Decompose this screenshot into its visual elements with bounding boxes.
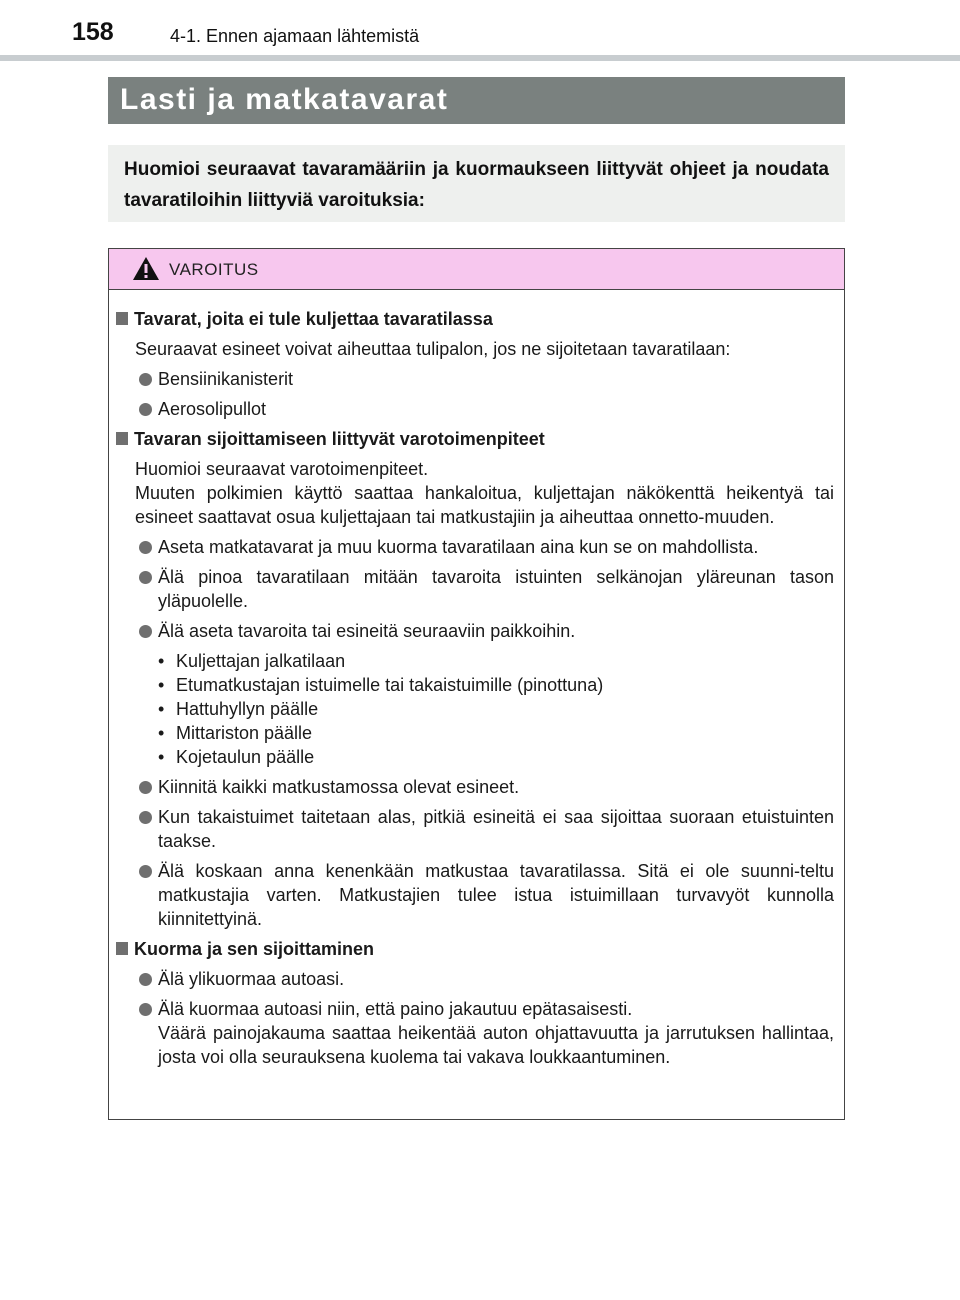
intro-box: Huomioi seuraavat tavaramääriin ja kuormaukseen liittyvät ohjeet ja noudata tavaratiloihin liittyviä varoituksia: — [108, 145, 845, 222]
square-bullet-icon — [116, 432, 128, 445]
section-heading-text: Tavarat, joita ei tule kuljettaa tavaratilassa — [134, 309, 493, 329]
sub-item-text: Etumatkustajan istuimelle tai takaistuimille (pinottuna) — [176, 675, 604, 695]
bullet-text: Kiinnitä kaikki matkustamossa olevat esineet. — [158, 777, 520, 797]
bullet-item — [113, 565, 834, 613]
bullet-item — [113, 367, 834, 391]
paragraph-text: Seuraavat esineet voivat aiheuttaa tulipalon, jos ne sijoitetaan tavaratilaan: — [135, 339, 731, 359]
circle-bullet-icon — [139, 973, 152, 986]
paragraph — [113, 337, 834, 361]
warning-label: VAROITUS — [169, 260, 259, 279]
circle-bullet-icon — [139, 373, 152, 386]
bullet-item — [113, 967, 834, 991]
warning-box — [108, 248, 845, 1120]
section-heading — [113, 427, 834, 451]
bullet-text: Aerosolipullot — [158, 399, 267, 419]
warning-header — [109, 249, 844, 290]
sub-bullet-icon: • — [158, 699, 165, 719]
sub-list — [113, 649, 834, 769]
bullet-text: Älä kuormaa autoasi niin, että paino jakautuu epätasaisesti. — [158, 999, 633, 1019]
section-heading-text: Kuorma ja sen sijoittaminen — [134, 939, 375, 959]
section-heading-text: Tavaran sijoittamiseen liittyvät varotoimenpiteet — [134, 429, 545, 449]
bullet-item — [113, 775, 834, 799]
bullet-text: Älä pinoa tavaratilaan mitään tavaroita istuinten selkänojan yläreunan tason yläpuolelle. — [158, 567, 834, 611]
sub-item-text: Hattuhyllyn päälle — [176, 699, 319, 719]
paragraph-text: Huomioi seuraavat varotoimenpiteet. — [135, 459, 429, 479]
section-heading — [113, 307, 834, 331]
section-banner: Lasti ja matkatavarat — [108, 77, 845, 124]
sub-item — [158, 673, 834, 697]
bullet-item — [113, 859, 834, 931]
sub-item-text: Mittariston päälle — [176, 723, 313, 743]
sub-item-text: Kuljettajan jalkatilaan — [176, 651, 346, 671]
chapter-title: 4-1. Ennen ajamaan lähtemistä — [170, 26, 420, 46]
bullet-item — [113, 397, 834, 421]
square-bullet-icon — [116, 312, 128, 325]
bullet-text: Älä koskaan anna kenenkään matkustaa tavaratilassa. Sitä ei ole suunni-teltu matkustajia varten. Matkustajien tulee istua istuimillaan turvavyöt kunnolla kiinnitettyinä. — [158, 861, 834, 929]
bullet-text: Bensiinikanisterit — [158, 369, 294, 389]
bullet-item — [113, 997, 834, 1069]
bullet-item — [113, 535, 834, 559]
sub-item — [158, 649, 834, 673]
section-heading — [113, 937, 834, 961]
circle-bullet-icon — [139, 541, 152, 554]
sub-item-text: Kojetaulun päälle — [176, 747, 315, 767]
header-rule — [0, 55, 960, 61]
circle-bullet-icon — [139, 781, 152, 794]
paragraph — [113, 457, 834, 529]
bullet-text: Kun takaistuimet taitetaan alas, pitkiä esineitä ei saa sijoittaa suoraan etuistuinten taakse. — [158, 807, 834, 851]
bullet-item — [113, 805, 834, 853]
sub-bullet-icon: • — [158, 747, 165, 767]
circle-bullet-icon — [139, 571, 152, 584]
circle-bullet-icon — [139, 865, 152, 878]
bullet-item — [113, 619, 834, 643]
warning-body — [109, 290, 844, 1069]
circle-bullet-icon — [139, 811, 152, 824]
sub-item — [158, 697, 834, 721]
bullet-text: Väärä painojakauma saattaa heikentää auton ohjattavuutta ja jarrutuksen hallintaa, josta voi olla seurauksena kuolema tai vakava loukkaantuminen. — [158, 1023, 834, 1067]
sub-item — [158, 721, 834, 745]
circle-bullet-icon — [139, 403, 152, 416]
warning-triangle-icon — [132, 256, 160, 281]
sub-bullet-icon: • — [158, 651, 165, 671]
square-bullet-icon — [116, 942, 128, 955]
sub-bullet-icon: • — [158, 675, 165, 695]
bullet-text: Aseta matkatavarat ja muu kuorma tavaratilaan aina kun se on mahdollista. — [158, 537, 759, 557]
circle-bullet-icon — [139, 625, 152, 638]
bullet-text: Älä ylikuormaa autoasi. — [158, 969, 345, 989]
sub-bullet-icon: • — [158, 723, 165, 743]
bullet-text: Älä aseta tavaroita tai esineitä seuraaviin paikkoihin. — [158, 621, 576, 641]
circle-bullet-icon — [139, 1003, 152, 1016]
page-number: 158 — [72, 18, 114, 46]
sub-item — [158, 745, 834, 769]
paragraph-text: Muuten polkimien käyttö saattaa hankaloitua, kuljettajan näkökenttä heikentyä tai esineet saattavat osua kuljettajaan tai matkustajiin ja aiheuttaa onnetto-muuden. — [135, 483, 834, 527]
